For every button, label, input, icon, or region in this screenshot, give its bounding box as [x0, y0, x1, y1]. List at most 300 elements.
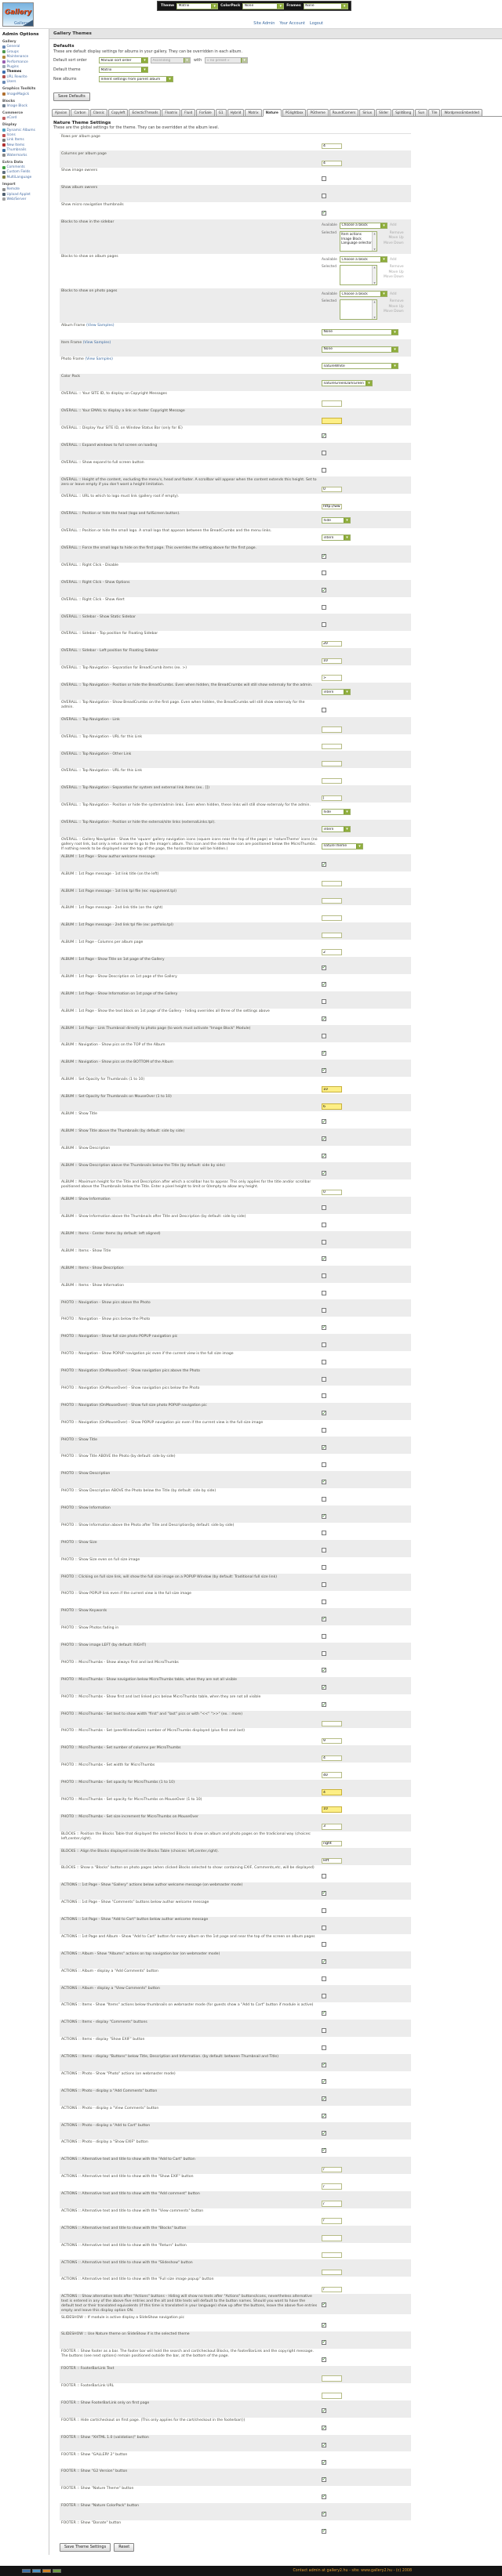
view-samples-link[interactable]: (View Samples): [85, 323, 115, 328]
colorpack-select[interactable]: [242, 3, 284, 9]
setting-control: [322, 2487, 409, 2502]
setting-checkbox[interactable]: [322, 1445, 326, 1450]
setting-checkbox[interactable]: [322, 2494, 326, 2499]
sidebar-item-watermarks[interactable]: [2, 154, 48, 158]
scroll-down-icon[interactable]: ▼: [373, 247, 376, 251]
setting-label-text: ALBUM :: Show Description: [61, 1146, 111, 1150]
sidebar-item-link-items[interactable]: [2, 138, 48, 142]
select-value: Inherit settings from parent album: [100, 77, 161, 82]
setting-checkbox[interactable]: [322, 862, 326, 867]
setting-label: [61, 1043, 322, 1059]
setting-checkbox[interactable]: [322, 1411, 326, 1415]
tab-copyleft[interactable]: Copyleft: [108, 109, 128, 117]
gallery2-badge[interactable]: [32, 2569, 41, 2573]
setting-row: [60, 391, 411, 408]
dropdown-arrow-icon: ▾: [344, 518, 350, 523]
setting-label: [61, 1249, 322, 1265]
sidebar-item-plugins[interactable]: [2, 65, 48, 69]
setting-checkbox[interactable]: [322, 1051, 326, 1056]
setting-input[interactable]: [322, 933, 342, 939]
move-up-button[interactable]: Move Up: [388, 236, 404, 241]
setting-row: [60, 1351, 411, 1368]
setting-input[interactable]: [322, 1806, 342, 1813]
setting-label-text: ALBUM :: Show Information above the Thumbnails after Title and Description (by default: side by side): [61, 1215, 246, 1219]
theme-select[interactable]: [176, 3, 218, 9]
setting-label: [61, 1369, 322, 1385]
select-value: Choose a block: [341, 292, 368, 296]
sidebar-item-maintenance[interactable]: [2, 55, 48, 59]
tab-classic[interactable]: Classic: [90, 109, 107, 117]
move-down-button[interactable]: Move Down: [384, 310, 404, 314]
setting-checkbox[interactable]: [322, 1393, 326, 1398]
setting-checkbox[interactable]: [322, 1651, 326, 1656]
view-samples-link[interactable]: (View Samples): [83, 357, 113, 362]
dropdown-arrow-icon: ▾: [166, 77, 173, 82]
setting-input[interactable]: [322, 898, 342, 904]
setting-checkbox[interactable]: [322, 982, 326, 987]
sidebar-item-themes[interactable]: [2, 70, 48, 74]
sidebar-group-gallery: Gallery: [2, 40, 16, 44]
setting-checkbox[interactable]: [322, 554, 326, 559]
block-option[interactable]: Item actions: [341, 232, 362, 237]
setting-label-text: OVERALL :: Top Navigation - URL for this Link: [61, 769, 143, 774]
setting-checkbox[interactable]: [322, 622, 326, 627]
setting-row: [60, 1299, 411, 1317]
choose-block-select[interactable]: [340, 223, 387, 229]
setting-select[interactable]: [322, 689, 351, 695]
sidebar-item-dynamic-albums[interactable]: [2, 129, 48, 132]
tab-siriux[interactable]: Siriux: [359, 109, 375, 117]
select-value: intern: [323, 827, 334, 831]
setting-checkbox[interactable]: [322, 2443, 326, 2447]
setting-checkbox[interactable]: [322, 1342, 326, 1347]
setting-checkbox[interactable]: [322, 2408, 326, 2413]
setting-checkbox[interactable]: [322, 1942, 326, 1947]
setting-row: [60, 1111, 411, 1129]
setting-checkbox[interactable]: [322, 1428, 326, 1433]
setting-control: [322, 615, 409, 631]
setting-input[interactable]: [322, 2252, 342, 2259]
tab-hybrid[interactable]: Hybrid: [227, 109, 245, 117]
setting-checkbox[interactable]: [322, 2357, 326, 2362]
setting-select[interactable]: [322, 329, 398, 335]
defaults-field-new-albums: [53, 76, 498, 82]
setting-control: [322, 701, 409, 716]
setting-checkbox[interactable]: [322, 1068, 326, 1073]
selected-blocks-list[interactable]: [340, 231, 377, 252]
setting-input[interactable]: [322, 2393, 342, 2399]
setting-checkbox[interactable]: [322, 1582, 326, 1587]
setting-input[interactable]: [322, 1789, 342, 1795]
setting-control: [322, 1866, 409, 1882]
setting-checkbox[interactable]: [322, 1034, 326, 1038]
comments-icon: [2, 166, 5, 169]
setting-label: [61, 2521, 322, 2537]
setting-checkbox[interactable]: [322, 194, 326, 198]
setting-checkbox[interactable]: [322, 2028, 326, 2033]
setting-input[interactable]: [322, 1772, 342, 1778]
setting-control: [322, 2209, 409, 2225]
sidebar-item-general[interactable]: [2, 45, 48, 49]
tab-matrix[interactable]: Matrix: [245, 109, 261, 117]
setting-checkbox[interactable]: [322, 2079, 326, 2084]
setting-checkbox[interactable]: [322, 1600, 326, 1604]
sidebar-item-multilanguage[interactable]: [2, 176, 48, 179]
tab-carbon[interactable]: Carbon: [71, 109, 89, 117]
setting-label-text: OVERALL :: Top Navigation - Position or hide the external/site links (externalLinks.tpl).: [61, 821, 216, 825]
move-up-button[interactable]: Move Up: [388, 304, 404, 309]
setting-checkbox[interactable]: [322, 1171, 326, 1176]
setting-checkbox[interactable]: [322, 1994, 326, 1998]
setting-checkbox[interactable]: [322, 1548, 326, 1552]
setting-control: [322, 203, 409, 219]
setting-checkbox[interactable]: [322, 451, 326, 455]
setting-control: [322, 752, 409, 768]
remove-block-button[interactable]: Remove: [389, 265, 404, 270]
scroll-down-icon[interactable]: ▼: [373, 316, 376, 320]
setting-input[interactable]: [322, 778, 342, 784]
setting-input[interactable]: [322, 1841, 342, 1847]
tab-pgtheme[interactable]: PGtheme: [307, 109, 328, 117]
setting-label-text: PHOTO :: Show Title ABOVE the Photo (by default: side by side): [61, 1455, 176, 1459]
selected-blocks-list[interactable]: [340, 299, 377, 320]
setting-label: [61, 1781, 322, 1796]
setting-checkbox[interactable]: [322, 211, 326, 216]
setting-checkbox[interactable]: [322, 1274, 326, 1278]
setting-row: [60, 2122, 411, 2139]
sidebar-item-url-rewrite[interactable]: [2, 75, 48, 79]
remove-block-button[interactable]: Remove: [389, 230, 404, 235]
setting-control: [322, 495, 409, 510]
setting-select[interactable]: [322, 380, 373, 386]
setting-select[interactable]: [322, 517, 351, 524]
tab-eclecticthreads[interactable]: EclecticThreads: [129, 109, 161, 117]
theme-badge[interactable]: [42, 2569, 51, 2573]
setting-checkbox[interactable]: [322, 1685, 326, 1690]
setting-select[interactable]: [322, 826, 351, 832]
sidebar-item-remote[interactable]: [2, 187, 48, 191]
setting-label-text: Rows per album page: [61, 134, 100, 139]
setting-label-text: ACTIONS :: Alternative text and title to show with the "Add to Cart" button: [61, 2158, 195, 2162]
tab-slider[interactable]: Slider: [376, 109, 391, 117]
default-theme-select[interactable]: [99, 67, 148, 73]
setting-row: [60, 2366, 411, 2383]
setting-checkbox[interactable]: [322, 1136, 326, 1141]
xhtml-badge[interactable]: [22, 2569, 31, 2573]
listbox-scrollbar[interactable]: [372, 232, 376, 251]
move-down-button[interactable]: Move Down: [384, 275, 404, 280]
select-value: Ascending: [152, 58, 171, 63]
default-sort-order-select[interactable]: [99, 57, 148, 63]
setting-checkbox[interactable]: [322, 2529, 326, 2534]
sidebar-item-web-server[interactable]: [2, 197, 48, 201]
sidebar-item-upload-applet[interactable]: [2, 193, 48, 197]
setting-checkbox[interactable]: [322, 2323, 326, 2328]
setting-control: [322, 2350, 409, 2365]
setting-input[interactable]: [322, 658, 342, 665]
setting-checkbox[interactable]: [322, 1360, 326, 1364]
sidebar-item-imagemagick[interactable]: [2, 92, 48, 96]
setting-label-text: SLIDESHOW :: Use Nature theme on SlideShow if is the selected theme: [61, 2332, 190, 2337]
setting-checkbox[interactable]: [322, 708, 326, 712]
tab-pglightbox[interactable]: PGlightbox: [282, 109, 307, 117]
setting-checkbox[interactable]: [322, 1908, 326, 1913]
setting-label: [61, 152, 322, 168]
setting-input[interactable]: [322, 675, 342, 681]
setting-label: [61, 718, 322, 734]
setting-label-text: ALBUM :: Set Opacity for Thumbnails (1 to 10): [61, 1078, 145, 1082]
setting-checkbox[interactable]: [322, 1308, 326, 1313]
setting-label-text: Color Pack: [61, 375, 81, 379]
setting-select[interactable]: [322, 363, 398, 369]
setting-checkbox[interactable]: [322, 966, 326, 970]
setting-label-text: ALBUM :: 1st Page message - 1st link title (on the left): [61, 871, 159, 876]
setting-input[interactable]: [322, 881, 342, 887]
select-value: intern: [323, 690, 334, 694]
tab-g1[interactable]: G1: [216, 109, 227, 117]
setting-checkbox[interactable]: [322, 2148, 326, 2153]
setting-input[interactable]: [322, 2235, 342, 2241]
setting-input[interactable]: [322, 1755, 342, 1762]
sidebar-item-new-items[interactable]: [2, 143, 48, 147]
setting-input[interactable]: [322, 504, 342, 510]
setting-checkbox[interactable]: [322, 1565, 326, 1570]
setting-checkbox[interactable]: [322, 1634, 326, 1639]
nav-link-site-admin[interactable]: Site Admin: [253, 21, 275, 26]
setting-checkbox[interactable]: [322, 2460, 326, 2465]
choose-block-select[interactable]: [340, 291, 387, 297]
setting-row: [60, 1728, 411, 1745]
setting-row: [60, 1042, 411, 1060]
setting-checkbox[interactable]: [322, 1668, 326, 1672]
setting-control: [322, 375, 409, 390]
setting-checkbox[interactable]: [322, 433, 326, 438]
setting-control: [322, 1455, 409, 1470]
selected-label: Selected: [322, 230, 337, 235]
setting-row: [60, 922, 411, 940]
setting-checkbox[interactable]: [322, 1514, 326, 1519]
setting-checkbox[interactable]: [322, 2426, 326, 2430]
scroll-up-icon[interactable]: ▲: [373, 231, 376, 235]
setting-checkbox[interactable]: [322, 1891, 326, 1896]
setting-input[interactable]: [322, 2183, 342, 2190]
tab-sun[interactable]: Sun: [415, 109, 427, 117]
setting-checkbox[interactable]: [322, 1325, 326, 1330]
setting-row: [60, 717, 411, 734]
setting-label: [61, 2332, 322, 2348]
setting-input[interactable]: [322, 1858, 342, 1864]
setting-input[interactable]: [322, 400, 342, 407]
setting-checkbox[interactable]: [322, 2011, 326, 2016]
reset-button[interactable]: Reset: [114, 2543, 134, 2552]
select-value: None: [244, 4, 254, 8]
select-value: natureWhite: [323, 364, 345, 368]
setting-checkbox[interactable]: [322, 1223, 326, 1227]
add-block-button[interactable]: Add: [390, 223, 397, 228]
setting-checkbox[interactable]: [322, 468, 326, 473]
setting-row: [60, 1197, 411, 1214]
setting-select[interactable]: [322, 534, 351, 541]
setting-checkbox[interactable]: [322, 1119, 326, 1124]
scroll-down-icon[interactable]: ▼: [373, 281, 376, 285]
selected-blocks-list[interactable]: [340, 265, 377, 285]
sidebar-item-label: Icons: [6, 133, 16, 138]
sidebar-group-extra-data: Extra Data: [2, 160, 24, 165]
setting-input[interactable]: [322, 1086, 342, 1092]
setting-label-text: ACTIONS :: 1st Page - Show "Add to Cart" button below author welcome message: [61, 1918, 209, 1922]
setting-input[interactable]: [322, 761, 342, 767]
setting-checkbox[interactable]: [322, 588, 326, 592]
setting-checkbox[interactable]: [322, 1959, 326, 1964]
tab-ajaxian[interactable]: Ajaxian: [52, 109, 70, 117]
setting-checkbox[interactable]: [322, 1874, 326, 1879]
setting-select[interactable]: [322, 346, 398, 353]
setting-label-text: PHOTO :: Show Photos fading in: [61, 1626, 119, 1631]
save-theme-settings-button[interactable]: Save Theme Settings: [60, 2543, 111, 2552]
sidebar-item-label: eCard: [6, 116, 17, 121]
sidebar-item-thumbnails[interactable]: [2, 148, 48, 152]
defaults-fields: [53, 57, 498, 82]
setting-input[interactable]: [322, 795, 342, 802]
setting-input[interactable]: [322, 2287, 342, 2293]
setting-input[interactable]: [322, 487, 342, 493]
tab-nature[interactable]: Nature: [263, 109, 282, 117]
setting-checkbox[interactable]: [322, 2477, 326, 2482]
setting-label: [61, 683, 322, 699]
setting-checkbox[interactable]: [322, 1702, 326, 1707]
setting-input[interactable]: [322, 2270, 342, 2276]
select-value: hide: [323, 810, 331, 814]
setting-label: [61, 1180, 322, 1196]
tab-splitbang[interactable]: SplitBang: [392, 109, 414, 117]
listbox-scrollbar[interactable]: [372, 266, 376, 284]
setting-checkbox[interactable]: [322, 1462, 326, 1467]
choose-block-select[interactable]: [340, 256, 387, 263]
setting-control: [322, 923, 409, 939]
setting-control: [322, 872, 409, 888]
setting-input[interactable]: [322, 744, 342, 750]
setting-input[interactable]: [322, 2375, 342, 2382]
setting-checkbox[interactable]: [322, 1256, 326, 1261]
nav-link-your-account[interactable]: Your Account: [279, 21, 305, 26]
setting-checkbox[interactable]: [322, 1926, 326, 1930]
setting-control: [322, 1558, 409, 1574]
setting-checkbox[interactable]: [322, 1377, 326, 1382]
select-value: Matrix: [178, 4, 190, 8]
setting-input[interactable]: [322, 1738, 342, 1745]
sidebar-item-label: MultiLanguage: [6, 175, 32, 179]
setting-input[interactable]: [322, 726, 342, 733]
sidebar-item-groups[interactable]: [2, 50, 48, 54]
setting-input[interactable]: [322, 2201, 342, 2207]
sidebar-item-icons[interactable]: [2, 133, 48, 137]
sidebar-item-performance[interactable]: [2, 60, 48, 64]
setting-input[interactable]: [322, 641, 342, 647]
block-option[interactable]: Language selector: [341, 241, 372, 245]
add-block-button[interactable]: Add: [390, 257, 397, 262]
tab-wordpressembedded[interactable]: WordpressEmbedded: [441, 109, 482, 117]
nav-link-logout[interactable]: Logout: [309, 21, 323, 26]
setting-input[interactable]: [322, 1190, 342, 1196]
tab-forsale[interactable]: ForSale: [196, 109, 215, 117]
setting-input[interactable]: [322, 1721, 342, 1727]
sidebar-item-ecard[interactable]: [2, 116, 48, 120]
setting-input[interactable]: [322, 2218, 342, 2224]
move-up-button[interactable]: Move Up: [388, 270, 404, 274]
setting-input[interactable]: [322, 949, 342, 955]
setting-checkbox[interactable]: [322, 1154, 326, 1158]
setting-checkbox[interactable]: [322, 1497, 326, 1502]
save-defaults-button[interactable]: Save Defaults: [53, 92, 90, 101]
setting-checkbox[interactable]: [322, 2302, 326, 2307]
setting-checkbox[interactable]: [322, 2063, 326, 2067]
setting-checkbox[interactable]: [322, 2114, 326, 2118]
setting-input[interactable]: [322, 915, 342, 922]
setting-checkbox[interactable]: [322, 2512, 326, 2516]
setting-checkbox[interactable]: [322, 1205, 326, 1210]
available-label: Available: [322, 223, 337, 228]
setting-checkbox[interactable]: [322, 1617, 326, 1621]
tab-fluid[interactable]: Fluid: [181, 109, 195, 117]
colorpack-badge[interactable]: [53, 2569, 61, 2573]
setting-label-text: OVERALL :: Expand windows to full screen on loading: [61, 443, 158, 447]
setting-checkbox[interactable]: [322, 1240, 326, 1245]
block-option[interactable]: Image Block: [341, 236, 362, 241]
scroll-up-icon[interactable]: ▲: [373, 266, 376, 270]
setting-input[interactable]: [322, 2167, 342, 2173]
tab-roundcorners[interactable]: RoundCorners: [329, 109, 359, 117]
sidebar-item-custom-fields[interactable]: [2, 170, 48, 174]
sidebar-item-users[interactable]: [2, 80, 48, 84]
listbox-scrollbar[interactable]: [372, 300, 376, 319]
setting-input[interactable]: [322, 1103, 342, 1110]
setting-checkbox[interactable]: [322, 1976, 326, 1981]
setting-checkbox[interactable]: [322, 571, 326, 575]
setting-checkbox[interactable]: [322, 1531, 326, 1535]
setting-checkbox[interactable]: [322, 1016, 326, 1021]
setting-checkbox[interactable]: [322, 2045, 326, 2050]
new-albums-select[interactable]: [99, 76, 173, 82]
setting-checkbox[interactable]: [322, 1480, 326, 1484]
setting-checkbox[interactable]: [322, 605, 326, 610]
setting-input[interactable]: [322, 1824, 342, 1830]
setting-input[interactable]: [322, 161, 342, 167]
setting-checkbox[interactable]: [322, 2131, 326, 2136]
breadcrumb-gallery-link[interactable]: Gallery: [14, 21, 28, 26]
setting-checkbox[interactable]: [322, 999, 326, 1004]
remove-block-button[interactable]: Remove: [389, 299, 404, 304]
setting-select[interactable]: [322, 843, 363, 850]
scroll-up-icon[interactable]: ▲: [373, 300, 376, 304]
setting-input[interactable]: [322, 418, 342, 424]
setting-checkbox[interactable]: [322, 1291, 326, 1295]
setting-checkbox[interactable]: [322, 2096, 326, 2101]
setting-checkbox[interactable]: [322, 2340, 326, 2345]
setting-input[interactable]: [322, 143, 342, 150]
frames-select[interactable]: [304, 3, 348, 9]
add-block-button[interactable]: Add: [390, 292, 397, 296]
setting-select[interactable]: [322, 809, 351, 815]
setting-label: [61, 992, 322, 1008]
view-samples-link[interactable]: (View Samples): [82, 340, 111, 345]
setting-checkbox[interactable]: [322, 176, 326, 181]
move-down-button[interactable]: Move Down: [384, 241, 404, 245]
setting-row: [60, 1625, 411, 1643]
sidebar-item-image-block[interactable]: [2, 104, 48, 108]
sidebar-item-comments[interactable]: [2, 165, 48, 169]
tab-tile[interactable]: Tile: [428, 109, 440, 117]
tab-floatrix[interactable]: Floatrix: [162, 109, 180, 117]
